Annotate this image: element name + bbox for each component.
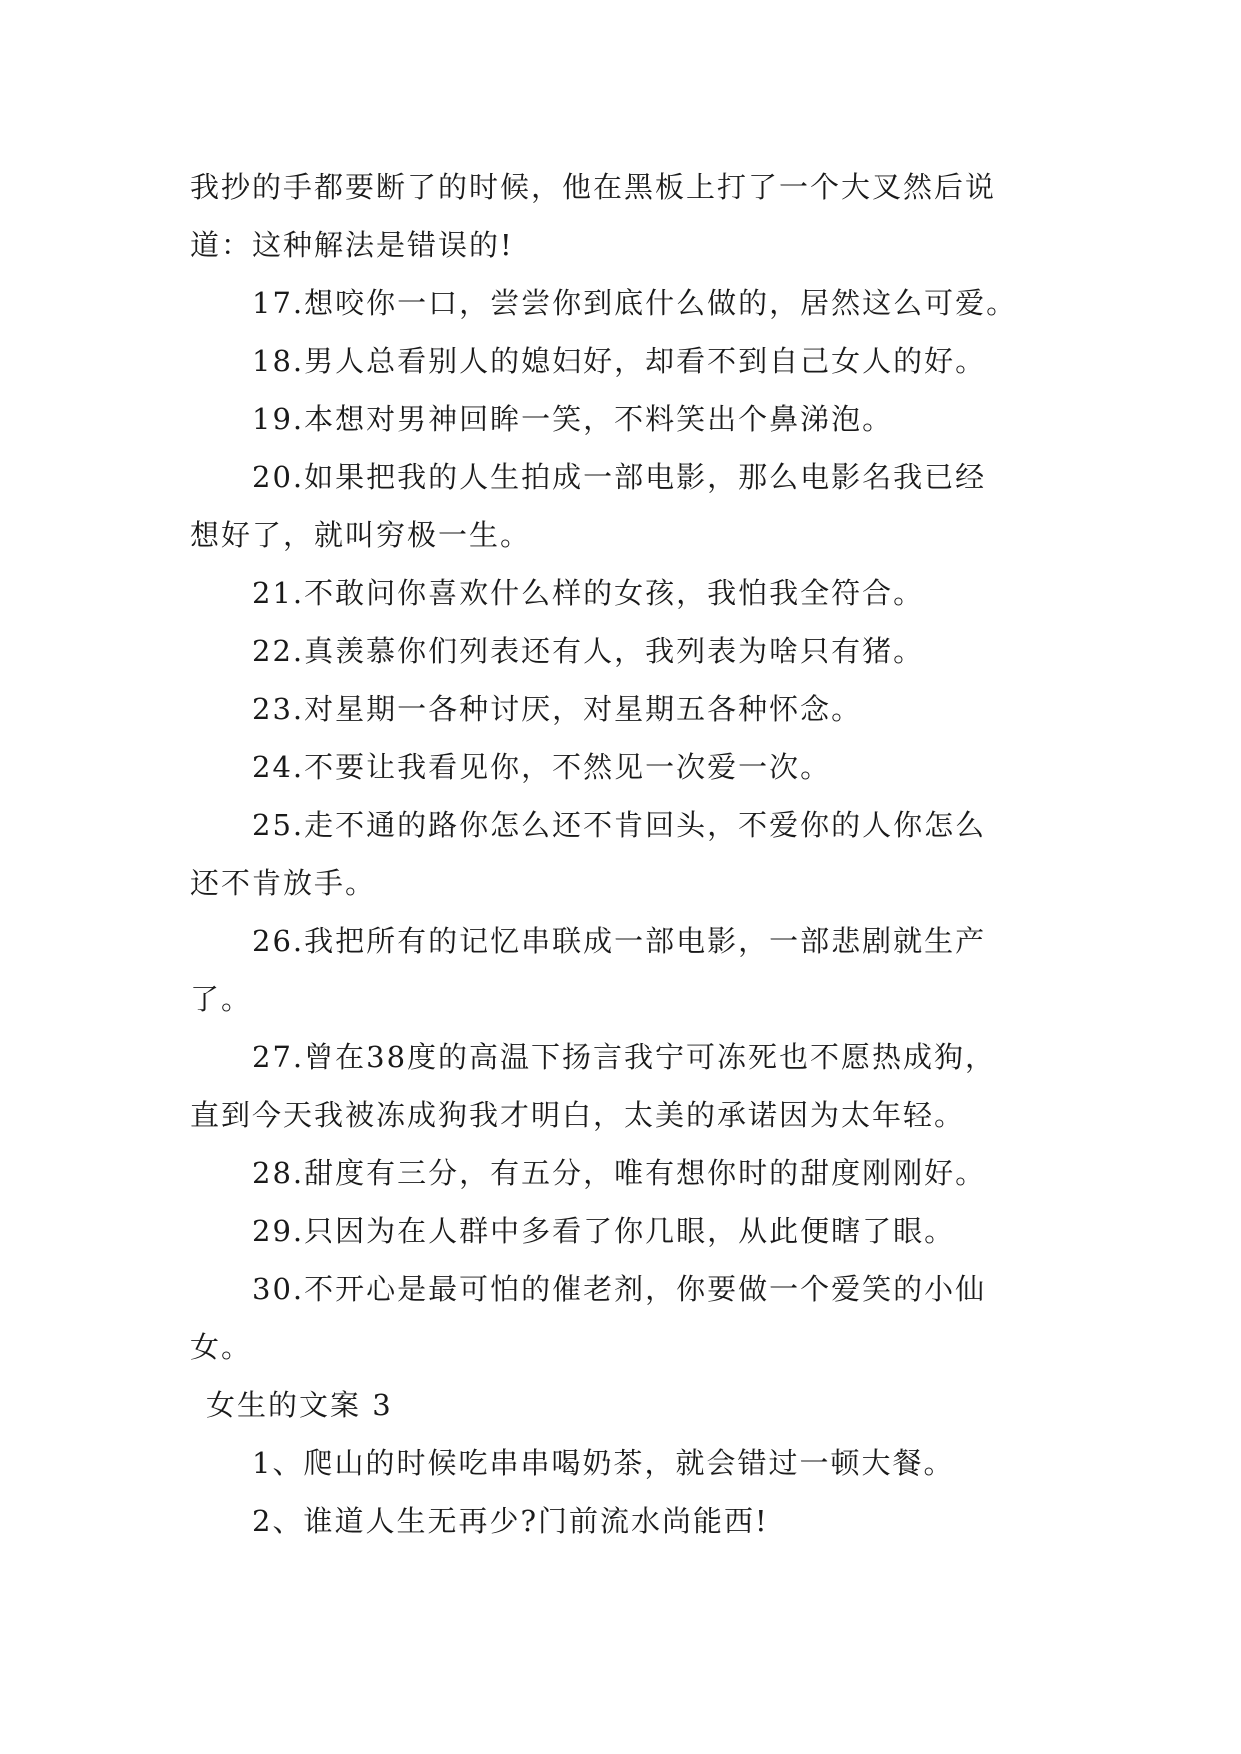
text-line: 26.我把所有的记忆串联成一部电影，一部悲剧就生产 <box>252 924 987 958</box>
text-line: 女。 <box>190 1330 253 1364</box>
text-line: 27.曾在38度的高温下扬言我宁可冻死也不愿热成狗， <box>252 1040 997 1074</box>
text-line: 了。 <box>190 982 253 1016</box>
text-line: 2、谁道人生无再少?门前流水尚能西! <box>252 1504 769 1538</box>
text-line: 直到今天我被冻成狗我才明白，太美的承诺因为太年轻。 <box>190 1098 966 1132</box>
text-line: 我抄的手都要断了的时候，他在黑板上打了一个大叉然后说 <box>190 170 997 204</box>
text-line: 21.不敢问你喜欢什么样的女孩，我怕我全符合。 <box>252 576 925 610</box>
text-line: 30.不开心是最可怕的催老剂，你要做一个爱笑的小仙 <box>252 1272 987 1306</box>
text-line: 23.对星期一各种讨厌，对星期五各种怀念。 <box>252 692 863 726</box>
section-heading: 女生的文案 3 <box>206 1388 393 1422</box>
text-line: 19.本想对男神回眸一笑，不料笑出个鼻涕泡。 <box>252 402 894 436</box>
text-line: 还不肯放手。 <box>190 866 377 900</box>
text-line: 29.只因为在人群中多看了你几眼，从此便瞎了眼。 <box>252 1214 956 1248</box>
text-line: 20.如果把我的人生拍成一部电影，那么电影名我已经 <box>252 460 987 494</box>
document-body <box>190 158 1060 1550</box>
text-line: 想好了，就叫穷极一生。 <box>190 518 532 552</box>
text-line: 17.想咬你一口，尝尝你到底什么做的，居然这么可爱。 <box>252 286 1018 320</box>
text-line: 道：这种解法是错误的! <box>190 228 514 262</box>
text-line: 22.真羡慕你们列表还有人，我列表为啥只有猪。 <box>252 634 925 668</box>
text-line: 28.甜度有三分，有五分，唯有想你时的甜度刚刚好。 <box>252 1156 987 1190</box>
text-line: 18.男人总看别人的媳妇好，却看不到自己女人的好。 <box>252 344 987 378</box>
text-line: 1、爬山的时候吃串串喝奶茶，就会错过一顿大餐。 <box>252 1446 955 1480</box>
text-line: 24.不要让我看见你，不然见一次爱一次。 <box>252 750 832 784</box>
text-line: 25.走不通的路你怎么还不肯回头，不爱你的人你怎么 <box>252 808 987 842</box>
